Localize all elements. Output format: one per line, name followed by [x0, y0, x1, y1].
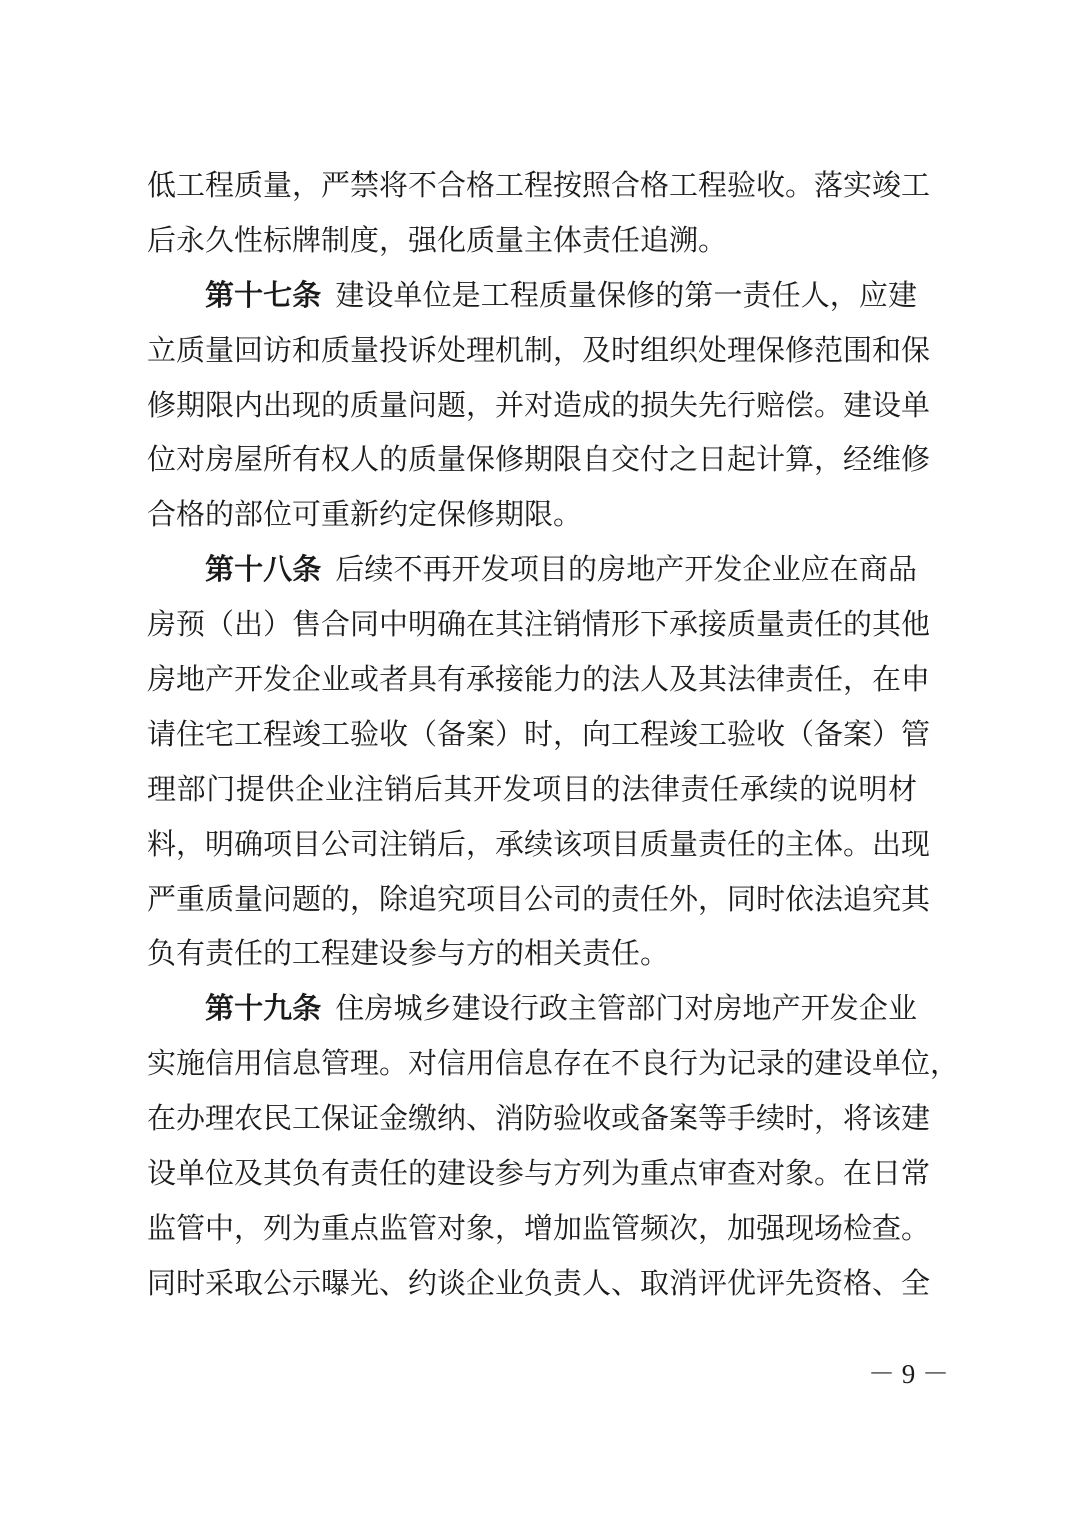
line-text: 料，明确项目公司注销后，承续该项目质量责任的主体。出现 [147, 826, 931, 861]
line-text: 严重质量问题的，除追究项目公司的责任外，同时依法追究其 [147, 881, 931, 916]
text-line [147, 432, 931, 487]
line-text: 房预（出）售合同中明确在其注销情形下承接质量责任的其他 [147, 607, 931, 642]
line-text: 设单位及其负有责任的建设参与方列为重点审查对象。在日常 [147, 1156, 931, 1191]
text-line [147, 926, 917, 981]
text-line [147, 597, 931, 652]
page-number: － 9 － [868, 1359, 949, 1389]
article-number: 第十八条 [205, 552, 322, 587]
paragraph [147, 158, 931, 268]
text-line [147, 1091, 931, 1146]
line-text: 请住宅工程竣工验收（备案）时，向工程竣工验收（备案）管 [147, 716, 931, 751]
text-line [147, 1146, 931, 1201]
line-text: 位对房屋所有权人的质量保修期限自交付之日起计算，经维修 [147, 442, 931, 477]
article-number: 第十九条 [205, 991, 322, 1026]
article-paragraph [147, 268, 931, 542]
line-text: 低工程质量，严禁将不合格工程按照合格工程验收。落实竣工 [147, 168, 931, 202]
line-text: 建设单位是工程质量保修的第一责任人，应建 [335, 277, 917, 312]
text-line [147, 213, 917, 268]
line-text: 房地产开发企业或者具有承接能力的法人及其法律责任，在申 [147, 662, 931, 697]
body-text [147, 158, 960, 1311]
text-line [147, 268, 917, 323]
line-text: 实施信用信息管理。对信用信息存在不良行为记录的建设单位， [147, 1046, 960, 1081]
text-line [147, 652, 931, 707]
text-line [147, 817, 931, 872]
article-number: 第十七条 [205, 277, 322, 312]
text-line [147, 542, 917, 597]
line-text: 负有责任的工程建设参与方的相关责任。 [147, 936, 670, 971]
text-line [147, 872, 931, 927]
text-line [147, 762, 917, 817]
text-line [147, 981, 917, 1036]
line-text: 在办理农民工保证金缴纳、消防验收或备案等手续时，将该建 [147, 1101, 931, 1136]
line-text: 理部门提供企业注销后其开发项目的法律责任承续的说明材 [147, 771, 917, 806]
line-text: 同时采取公示曝光、约谈企业负责人、取消评优评先资格、全 [147, 1265, 931, 1300]
line-text: 修期限内出现的质量问题，并对造成的损失先行赔偿。建设单 [147, 387, 931, 422]
article-paragraph [147, 542, 931, 981]
text-line [147, 378, 931, 433]
line-text: 后续不再开发项目的房地产开发企业应在商品 [335, 552, 917, 587]
text-line [147, 1201, 931, 1256]
text-line [147, 487, 917, 542]
line-text: 监管中，列为重点监管对象，增加监管频次，加强现场检查。 [147, 1210, 931, 1245]
line-text: 后永久性标牌制度，强化质量主体责任追溯。 [147, 222, 728, 257]
line-text: 住房城乡建设行政主管部门对房地产开发企业 [335, 991, 917, 1026]
text-line [147, 1036, 960, 1091]
article-paragraph [147, 981, 960, 1310]
line-text: 立质量回访和质量投诉处理机制，及时组织处理保修范围和保 [147, 332, 931, 367]
text-line [147, 323, 931, 378]
text-line [147, 707, 931, 762]
text-line [147, 158, 931, 213]
line-text: 合格的部位可重新约定保修期限。 [147, 497, 583, 532]
text-line [147, 1256, 931, 1311]
